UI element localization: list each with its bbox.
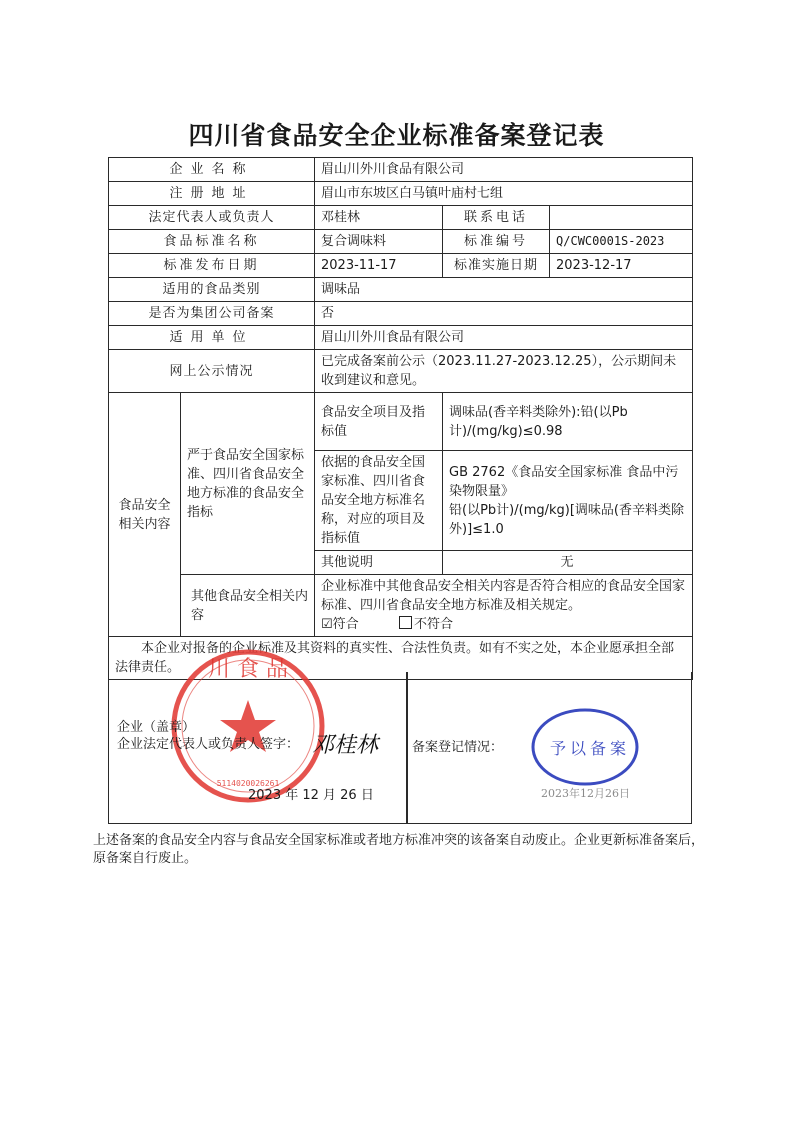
footnote: 上述备案的食品安全内容与食品安全国家标准或者地方标准冲突的该备案自动废止。企业更新标准备案后，原备案自行废止。 — [93, 833, 705, 866]
label-std-name: 食品标准名称 — [109, 230, 315, 254]
approval-stamp-text: 予以备案 — [550, 739, 631, 758]
label-contact-phone: 联系电话 — [443, 206, 550, 230]
value-publish-date: 2023-11-17 — [315, 254, 443, 278]
not-comply-label: 不符合 — [413, 617, 453, 632]
registration-form-table — [108, 157, 693, 680]
label-legal-rep: 法定代表人或负责人 — [109, 206, 315, 230]
svg-text:川 食 品: 川 食 品 — [208, 657, 288, 682]
value-enterprise-name: 眉山川外川食品有限公司 — [315, 158, 693, 182]
value-other-safety-content — [315, 575, 693, 637]
declaration-text: 本企业对报备的企业标准及其资料的真实性、合法性负责。如有不实之处，本企业愿承担全部法律责任。 — [109, 637, 693, 680]
label-food-category: 适用的食品类别 — [109, 278, 315, 302]
label-basis-standard: 依据的食品安全国家标准、四川省食品安全地方标准名称，对应的项目及指标值 — [315, 451, 443, 551]
value-std-number: Q/CWC0001S-2023 — [550, 230, 693, 254]
label-enterprise-name: 企业名称 — [109, 158, 315, 182]
value-food-category: 调味品 — [315, 278, 693, 302]
value-other-note: 无 — [443, 551, 693, 575]
other-safety-statement: 企业标准中其他食品安全相关内容是否符合相应的食品安全国家标准、四川省食品安全地方标准及相关规定。 — [321, 579, 686, 613]
basis-standard-name: GB 2762《食品安全国家标准 食品中污染物限量》 — [449, 464, 679, 499]
svg-text:5114020026261: 5114020026261 — [216, 779, 280, 788]
label-stricter-indicators: 严于食品安全国家标准、四川省食品安全地方标准的食品安全指标 — [181, 393, 315, 575]
value-applicable-unit: 眉山川外川食品有限公司 — [315, 326, 693, 350]
label-safety-content: 食品安全相关内容 — [109, 393, 181, 637]
seal-date: 2023 年 12 月 26 日 — [248, 788, 374, 803]
label-safety-item: 食品安全项目及指标值 — [315, 393, 443, 451]
label-other-safety-content: 其他食品安全相关内容 — [181, 575, 315, 637]
value-std-name: 复合调味料 — [315, 230, 443, 254]
value-publicity: 已完成备案前公示（2023.11.27-2023.12.25），公示期间未收到建议和意见。 — [315, 350, 693, 393]
filing-date: 2023年12月26日 — [541, 787, 630, 800]
basis-standard-limit: 铅(以Pb计)/(mg/kg)[调味品(香辛料类除外)]≤1.0 — [449, 502, 684, 537]
comply-checkbox[interactable]: ☑ — [321, 617, 333, 632]
not-comply-checkbox[interactable] — [399, 616, 412, 629]
label-std-number: 标准编号 — [443, 230, 550, 254]
value-impl-date: 2023-12-17 — [550, 254, 693, 278]
value-contact-phone — [550, 206, 693, 230]
label-reg-address: 注册地址 — [109, 182, 315, 206]
comply-label: 符合 — [332, 617, 359, 632]
value-reg-address: 眉山市东坡区白马镇叶庙村七组 — [315, 182, 693, 206]
value-safety-item: 调味品(香辛料类除外):铅(以Pb计)/(mg/kg)≤0.98 — [443, 393, 693, 451]
label-applicable-unit: 适用单位 — [109, 326, 315, 350]
compliance-options — [321, 615, 686, 634]
seal-label: 企业（盖章） — [117, 720, 196, 735]
filing-status-label: 备案登记情况： — [412, 740, 504, 755]
handwritten-signature: 邓桂林 — [312, 733, 379, 758]
value-legal-rep: 邓桂林 — [315, 206, 443, 230]
legal-sign-label: 企业法定代表人或负责人签字： — [117, 737, 300, 752]
label-other-note: 其他说明 — [315, 551, 443, 575]
label-publicity: 网上公示情况 — [109, 350, 315, 393]
value-basis-standard — [443, 451, 693, 551]
value-group-filing: 否 — [315, 302, 693, 326]
label-group-filing: 是否为集团公司备案 — [109, 302, 315, 326]
label-publish-date: 标准发布日期 — [109, 254, 315, 278]
document-title: 四川省食品安全企业标准备案登记表 — [188, 121, 605, 150]
label-impl-date: 标准实施日期 — [443, 254, 550, 278]
